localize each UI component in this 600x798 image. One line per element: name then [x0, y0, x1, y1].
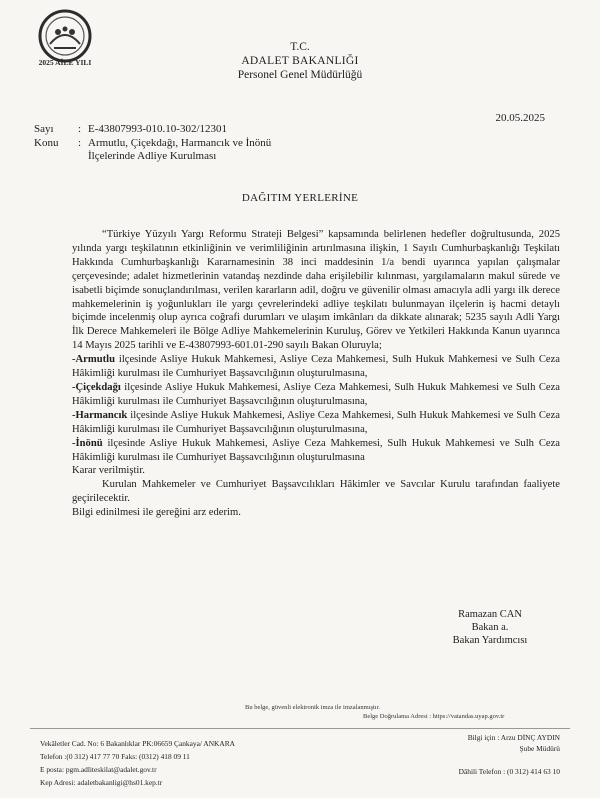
body-kurulan: Kurulan Mahkemeler ve Cumhuriyet Başsavcılıkları Hâkimler ve Savcılar Kurulu tarafından faaliyete geçirilecektir.: [72, 479, 560, 505]
konu-value-line2: İlçelerinde Adliye Kurulması: [88, 150, 217, 162]
footer-internal-phone: Dâhili Telefon : (0 312) 414 63 10: [458, 767, 560, 776]
signer-title: Bakan Yardımcısı: [452, 635, 528, 646]
list-item-armutlu: [72, 353, 560, 381]
footer-contact-right: [459, 732, 560, 777]
signer-line2: Bakan a.: [471, 622, 509, 633]
konu-label: Konu: [34, 136, 59, 149]
list-item-harmancik: [72, 409, 560, 437]
body-bilgi: Bilgi edinilmesi ile gereğini arz ederim.: [72, 507, 241, 519]
sayi-label: Sayı: [34, 123, 54, 135]
item-text: ilçesinde Asliye Hukuk Mahkemesi, Asliye Ceza Mahkemesi, Sulh Hukuk Mahkemesi ve Sulh Ceza Hâkimliği kurulması ile Cumhuriyet Başsavcılığının oluşturulmasına,: [72, 409, 560, 435]
list-item-inonu: [72, 437, 560, 465]
footer-email: E posta: pgm.adliteskilat@adalet.gov.tr: [40, 765, 157, 774]
signer-name: Ramazan CAN: [458, 609, 522, 620]
footer-role: Şube Müdürü: [519, 744, 560, 753]
meta-row-sayi: [34, 123, 271, 137]
list-item-cicekdagi: [72, 381, 560, 409]
signature-block: [430, 608, 550, 647]
konu-value: [88, 137, 271, 164]
e-signature-note: [245, 703, 504, 721]
sayi-value: E-43807993-010.10-302/12301: [88, 123, 228, 135]
item-text: ilçesinde Asliye Hukuk Mahkemesi, Asliye Ceza Mahkemesi, Sulh Hukuk Mahkemesi ve Sulh Ceza Hâkimliği kurulması ile Cumhuriyet Başsavcılığının oluşturulmasına,: [72, 381, 560, 407]
district-harmancik: -Harmancık: [72, 409, 128, 421]
document-meta: [34, 123, 271, 164]
document-date: 20.05.2025: [495, 112, 545, 124]
header-directorate: Personel Genel Müdürlüğü: [237, 69, 363, 81]
footer-phone: Telefon :(0 312) 417 77 70 Faks: (0312) 418 09 11: [40, 752, 190, 761]
item-text: ilçesinde Asliye Hukuk Mahkemesi, Asliye Ceza Mahkemesi, Sulh Hukuk Mahkemesi ve Sulh Ceza Hâkimliği kurulması ile Cumhuriyet Başsavcılığının oluşturulmasına: [72, 437, 560, 463]
district-armutlu: -Armutlu: [72, 354, 115, 366]
body-karar: Karar verilmiştir.: [72, 465, 145, 477]
footer-contact-left: [40, 737, 235, 789]
footnote-line2: Belge Doğrulama Adresi : https://vatandas.uyap.gov.tr: [363, 713, 505, 720]
meta-row-konu: [34, 137, 271, 164]
logo-caption: 2025 AİLE YILI: [38, 58, 92, 67]
document-body: [72, 228, 560, 520]
footer-divider: [30, 728, 570, 729]
header-ministry: ADALET BAKANLIĞI: [241, 55, 359, 67]
colon: :: [78, 136, 82, 149]
footer-info: Bilgi için : Arzu DİNÇ AYDIN: [467, 733, 560, 742]
header-tc: T.C.: [290, 41, 310, 53]
colon: :: [78, 123, 82, 135]
letterhead: [0, 40, 600, 82]
footnote-line1: Bu belge, güvenli elektronik imza ile imzalanmıştır.: [245, 704, 381, 711]
item-text: ilçesinde Asliye Hukuk Mahkemesi, Asliye Ceza Mahkemesi, Sulh Hukuk Mahkemesi ve Sulh Ceza Hâkimliği kurulması ile Cumhuriyet Başsavcılığının oluşturulmasına,: [72, 354, 560, 380]
body-paragraph-main: “Türkiye Yüzyılı Yargı Reformu Strateji Belgesi” kapsamında belirlenen hedefler doğrultusunda, 2025 yılında yargı teşkilatının etkinliğinin ve verimliliğinin artırılmasına ilişkin, 1 Sayılı Cumhurbaşkanlığı Teşkilatı Hakkında Cumhurbaşkanlığı Kararnamesinin 38 inci maddesinin 1/a bendi uyarınca yapılan çalışmalar çerçevesinde; adalet hizmetlerinin vatandaş nezdinde daha erişilebilir kılınması, yargılamaların makul sürede ve isabetli biçimde sonuçlandırılması, verilen kararların adil, doğru ve güvenilir olması amacıyla adli yargı ilk derece mahkemelerinin iş yoğunlukları ile yargı çevrelerindeki adliye teşkilatı bulunmayan ilçelerin iş hacmi detaylı biçimde incelenmiş olup ayrıca coğrafi durumları ve ulaşım imkânları da dikkate alınarak; 5235 sayılı Adli Yargı İlk Derece Mahkemeleri ile Bölge Adliye Mahkemelerinin Kuruluş, Görev ve Yetkileri Hakkında Kanun uyarınca 14 Mayıs 2025 tarihli ve E-43807993-601.01-290 sayılı Bakan Oluruyla;: [72, 229, 560, 352]
distribution-title: DAĞITIM YERLERİNE: [241, 192, 359, 204]
footer-address: Vekâletler Cad. No: 6 Bakanlıklar PK:06659 Çankaya/ ANKARA: [40, 739, 235, 748]
district-inonu: -İnönü: [72, 437, 103, 449]
konu-value-line1: Armutlu, Çiçekdağı, Harmancık ve İnönü: [88, 136, 272, 149]
district-cicekdagi: -Çiçekdağı: [72, 381, 121, 393]
footer-kep: Kep Adresi: adaletbakanligi@hs01.kep.tr: [40, 778, 163, 787]
